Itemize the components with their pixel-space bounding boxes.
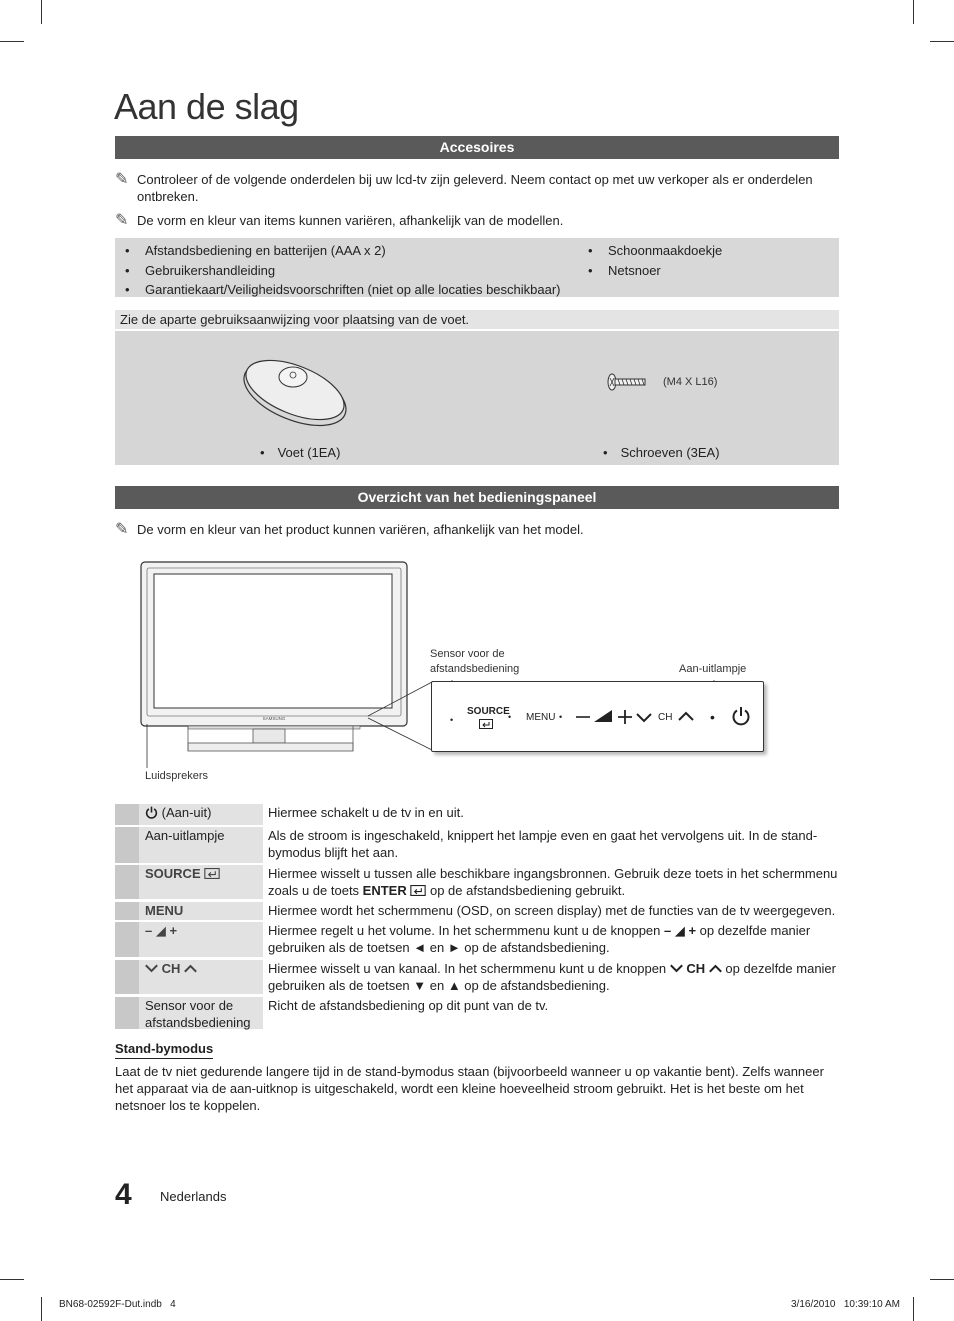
panel-dot: • (508, 712, 512, 722)
power-led-dot: • (710, 709, 715, 725)
pencil-note-icon: ✎ (115, 171, 129, 188)
enter-icon (479, 719, 493, 729)
table-row: CH Hiermee wisselt u van kanaal. In het schermmenu kunt u de knoppen CH op dezelfde manier gebruiken als de toetsen ▼ en ▲ op de afstandsbediening. (115, 960, 839, 994)
speaker-callout-line (145, 720, 165, 770)
overview-header: Overzicht van het bedieningspaneel (115, 486, 839, 509)
crop-mark (41, 1297, 42, 1321)
stand-note: Zie de aparte gebruiksaanwijzing voor plaatsing van de voet. (115, 310, 839, 329)
screw-icon (606, 371, 650, 393)
page-title: Aan de slag (114, 86, 299, 127)
channel-up-icon (709, 964, 722, 973)
list-item: • Gebruikershandleiding (115, 261, 561, 281)
standby-title: Stand-bymodus (115, 1041, 213, 1059)
crop-mark (930, 41, 954, 42)
pencil-note-icon: ✎ (115, 212, 129, 229)
page-language: Nederlands (160, 1189, 227, 1204)
enter-icon (204, 868, 220, 879)
footer-file: BN68-02592F-Dut.indb 4 (59, 1299, 176, 1310)
list-item: • Schoonmaakdoekje (578, 241, 722, 261)
panel-dot: • (559, 712, 563, 722)
table-row: (Aan-uit) Hiermee schakelt u de tv in en uit. (115, 804, 839, 825)
stand-label: • Voet (1EA) (260, 445, 340, 460)
stand-base-illustration (235, 349, 355, 429)
enter-icon (410, 885, 426, 896)
table-row: Aan-uitlampje Als de stroom is ingeschakeld, knippert het lampje even en gaat het vervolgens uit. In de stand-bymodus blijft het aan. (115, 827, 839, 863)
accessories-header: Accesoires (115, 136, 839, 159)
channel-up-icon (678, 711, 694, 721)
screw-size: (M4 X L16) (663, 376, 718, 388)
footer-timestamp: 3/16/2010 10:39:10 AM (791, 1299, 900, 1310)
volume-plus-icon (618, 710, 632, 724)
list-item: • Afstandsbediening en batterijen (AAA x 2) (115, 241, 561, 261)
crop-mark (0, 1279, 24, 1280)
list-item: • Garantiekaart/Veiligheidsvoorschriften (niet op alle locaties beschikbaar) (115, 280, 561, 300)
accessories-note-2: ✎ De vorm en kleur van items kunnen variëren, afhankelijk van de modellen. (115, 212, 564, 229)
panel-ch-label: CH (658, 712, 673, 723)
label-power-led: Aan-uitlampje (679, 663, 747, 675)
crop-mark (913, 0, 914, 24)
volume-minus-icon (576, 715, 590, 719)
crop-mark (913, 1297, 914, 1321)
accessories-note-1: ✎ Controleer of de volgende onderdelen bij uw lcd-tv zijn geleverd. Neem contact op met uw verkoper als er onderdelen ontbreken. (115, 171, 813, 204)
volume-buttons-inline: – ◢ + (664, 923, 697, 938)
accessories-list-right (578, 241, 722, 280)
channel-up-icon (184, 964, 197, 973)
panel-source-label: SOURCE (467, 706, 510, 717)
pencil-note-icon: ✎ (115, 521, 129, 538)
control-panel-illustration (431, 681, 764, 752)
table-row: – ◢ + Hiermee regelt u het volume. In het schermmenu kunt u de knoppen – ◢ + op dezelfde manier gebruiken als de toetsen ◄ en ► op de afstandsbediening. (115, 922, 839, 957)
channel-down-icon (636, 713, 652, 723)
crop-mark (41, 0, 42, 24)
table-row: Sensor voor de afstandsbediening Richt de afstandsbediening op dit punt van de tv. (115, 997, 839, 1029)
power-icon (731, 706, 751, 726)
accessories-list-left (115, 241, 561, 300)
label-sensor-line1: Sensor voor de (430, 648, 505, 660)
screw-label: • Schroeven (3EA) (603, 445, 720, 460)
list-item: • Netsnoer (578, 261, 722, 281)
tv-brand: SAMSUNG (262, 716, 286, 721)
power-icon (145, 806, 158, 819)
label-speakers: Luidsprekers (145, 770, 208, 782)
volume-wedge-icon (594, 710, 612, 722)
page-number: 4 (115, 1178, 132, 1211)
crop-mark (930, 1279, 954, 1280)
accessories-list-box (115, 238, 839, 297)
channel-down-icon (145, 964, 158, 973)
table-row: MENU Hiermee wordt het schermmenu (OSD, on screen display) met de functies van de tv weergegeven. (115, 902, 839, 920)
channel-down-icon (670, 964, 683, 973)
overview-note: ✎ De vorm en kleur van het product kunnen variëren, afhankelijk van het model. (115, 521, 584, 538)
stand-parts-box (115, 331, 839, 465)
crop-mark (0, 41, 24, 42)
sensor-dot: • (450, 715, 454, 725)
label-sensor-line2: afstandsbediening (430, 663, 520, 675)
standby-text: Laat de tv niet gedurende langere tijd in de stand-bymodus staan (bijvoorbeeld wanneer u op vakantie bent). Zelfs wanneer het apparaat via de aan-uitknop is uitgeschakeld, wordt een kleine hoeveelheid stroom gebruikt. Het is het beste om het netsnoer los te koppelen. (115, 1064, 824, 1113)
table-row: SOURCE Hiermee wisselt u tussen alle beschikbare ingangsbronnen. Gebruik deze toets in het schermmenu zoals u de toets ENTER op de afstandsbediening gebruikt. (115, 865, 839, 899)
panel-menu-label: MENU (526, 712, 556, 723)
